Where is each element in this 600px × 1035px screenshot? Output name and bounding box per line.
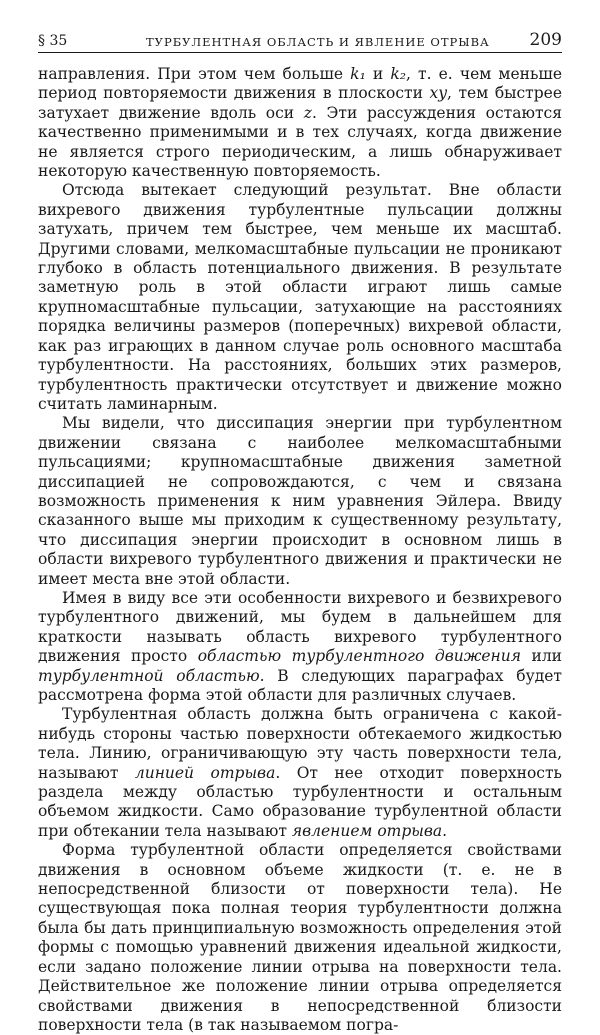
text-run: , тем быстрее затухает движение вдоль оси — [38, 84, 563, 122]
text-run: , т. е. чем меньше период повторяемости движения в плоскости — [38, 65, 562, 103]
text-run: Турбулентная область должна быть ограничена с какой-нибудь стороны частью поверхности обтекаемого жидкостью тела. Линию, ограничивающую эту часть поверхности тела, называют — [38, 705, 562, 782]
text-run: и — [365, 65, 391, 83]
text-run: Мы видели, что диссипация энергии при турбулентном движении связана с наиболее мелкомасштабными пульсациями; крупномасштабные движения заметной диссипацией не сопровождаются, с чем и связана возможность применения к ним уравнения Эйлера. Ввиду сказанного выше мы приходим к существенному результату, что диссипация энергии происходит в основном лишь в области вихревого турбулентного движения и практически не имеет места вне этой области. — [38, 414, 562, 588]
text-run: . — [442, 821, 448, 840]
paragraph — [38, 414, 562, 589]
text-run: Форма турбулентной области определяется свойствами движения в основном объеме жидкости (т. е. не в непосредственной близости от поверхности тела). Не существующая пока полная теория турбулентности должна была бы дать принципиальную возможность определения этой формы с помощью уравнений движения идеальной жидкости, если задано положение линии отрыва на поверхности тела. Действительное же положение линии отрыва определяется свойствами движения в непосредственной близости поверхности тела (в так называемом погра- — [38, 841, 562, 1034]
page-body — [38, 65, 562, 1035]
text-run: . От нее отходит поверхность раздела между областью турбулентности и остальным объемом жидкости. Само образование турбулентной области при обтекании тела называют — [38, 763, 562, 840]
math-symbol: xy — [429, 84, 447, 103]
text-run: или — [520, 647, 562, 666]
paragraph — [38, 65, 562, 181]
text-run: Имея в виду все эти особенности вихревого и безвихревого турбулентного движений, мы будем в дальнейшем для краткости называть область вихревого турбулентного движения просто — [38, 588, 562, 666]
text-run: . В следующих параграфах будет рассмотрена форма этой области для различных случаев. — [38, 666, 562, 704]
math-symbol: k₁ — [350, 65, 366, 83]
paragraph — [38, 841, 562, 1035]
running-title: ТУРБУЛЕНТНАЯ ОБЛАСТЬ И ЯВЛЕНИЕ ОТРЫВА — [146, 35, 490, 49]
running-header — [38, 30, 562, 53]
paragraph — [38, 589, 562, 705]
paragraph — [38, 705, 562, 841]
section-number: § 35 — [38, 33, 68, 49]
math-symbol: k₂ — [390, 65, 406, 83]
italic-term: турбулентной областью — [38, 666, 260, 685]
italic-term: линией отрыва — [134, 763, 276, 782]
paragraph — [38, 181, 562, 414]
text-run: направления. При этом чем больше — [38, 65, 351, 83]
italic-term: явлением отрыва — [291, 821, 443, 840]
math-symbol: z — [303, 103, 312, 122]
page-number: 209 — [529, 30, 562, 50]
text-run: Отсюда вытекает следующий результат. Вне области вихревого движения турбулентные пульсации должны затухать, причем тем быстрее, чем меньше их масштаб. Другими словами, мелкомасштабные пульсации не проникают глубоко в область потенциального движения. В результате заметную роль в этой области играют лишь самые крупномасштабные пульсации, затухающие на расстояниях порядка величины размеров (поперечных) вихревой области, как раз играющих в данном случае роль основного масштаба турбулентности. На расстояниях, больших этих размеров, турбулентность практически отсутствует и движение можно считать ламинарным. — [38, 181, 562, 413]
text-run: . Эти рассуждения остаются качественно применимыми и в тех случаях, когда движение не является строго периодическим, а лишь обнаруживает некоторую качественную повторяемость. — [38, 103, 563, 181]
italic-term: областью турбулентного движения — [197, 647, 521, 666]
